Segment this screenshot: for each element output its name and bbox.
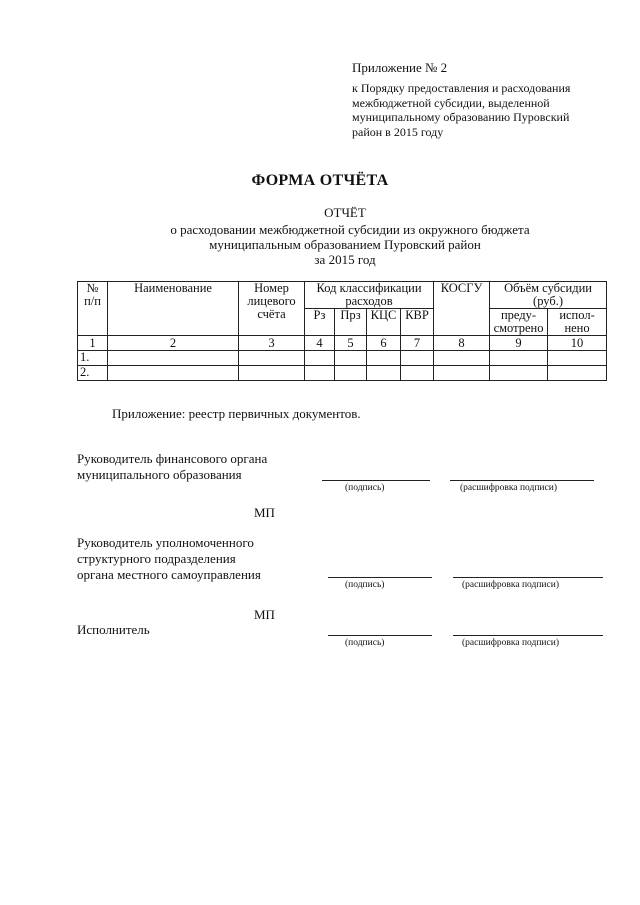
header-classification: Код классификации расходов xyxy=(305,282,434,309)
table-cell xyxy=(367,351,401,366)
attachment-note: Приложение: реестр первичных документов. xyxy=(112,406,361,421)
header-executed: испол- нено xyxy=(548,309,607,336)
signature-caption: (подпись) xyxy=(345,638,385,648)
column-number-row xyxy=(78,336,607,351)
column-number: 9 xyxy=(490,336,548,351)
table-cell xyxy=(401,366,434,381)
signature-label-finance-head: Руководитель финансового органа муниципального образования xyxy=(77,451,268,482)
report-line: муниципальным образованием Пуровский район xyxy=(209,237,481,252)
appendix-line: межбюджетной субсидии, выделенной xyxy=(352,95,550,110)
report-line: о расходовании межбюджетной субсидии из окружного бюджета xyxy=(170,222,530,237)
row-number: 1. xyxy=(78,351,108,366)
header-name: Наименование xyxy=(108,282,239,336)
table-cell xyxy=(367,366,401,381)
table-cell xyxy=(335,351,367,366)
table-cell xyxy=(335,366,367,381)
stamp-mark: МП xyxy=(254,505,275,520)
signature-line[interactable] xyxy=(328,577,432,578)
signature-label-executor: Исполнитель xyxy=(77,622,150,637)
column-number: 5 xyxy=(335,336,367,351)
header-prz: Прз xyxy=(335,309,367,336)
table-cell xyxy=(305,351,335,366)
appendix-reference xyxy=(352,81,612,139)
column-number: 10 xyxy=(548,336,607,351)
signature-caption: (подпись) xyxy=(345,483,385,493)
table-row xyxy=(78,366,607,381)
column-number: 8 xyxy=(434,336,490,351)
table-cell xyxy=(305,366,335,381)
header-kvr: КВР xyxy=(401,309,434,336)
report-line: за 2015 год xyxy=(314,252,376,267)
header-rz: Рз xyxy=(305,309,335,336)
table-cell xyxy=(239,366,305,381)
table-cell xyxy=(108,366,239,381)
table-cell xyxy=(239,351,305,366)
decode-line[interactable] xyxy=(453,577,603,578)
header-kosgu: КОСГУ xyxy=(434,282,490,336)
table-cell xyxy=(401,351,434,366)
signature-line[interactable] xyxy=(322,480,430,481)
form-title: ФОРМА ОТЧЁТА xyxy=(251,172,389,189)
decode-caption: (расшифровка подписи) xyxy=(462,638,559,648)
stamp-mark: МП xyxy=(254,607,275,622)
table-cell xyxy=(490,351,548,366)
header-no: № п/п xyxy=(78,282,108,336)
table-cell xyxy=(548,366,607,381)
report-table xyxy=(77,281,607,381)
header-account: Номер лицевого счёта xyxy=(239,282,305,336)
appendix-title: Приложение № 2 xyxy=(352,60,448,75)
column-number: 1 xyxy=(78,336,108,351)
header-row xyxy=(78,282,607,309)
appendix-line: к Порядку предоставления и расходования xyxy=(352,81,571,95)
table-cell xyxy=(108,351,239,366)
column-number: 6 xyxy=(367,336,401,351)
signature-line[interactable] xyxy=(328,635,432,636)
decode-line[interactable] xyxy=(450,480,594,481)
decode-line[interactable] xyxy=(453,635,603,636)
header-planned: преду- смотрено xyxy=(490,309,548,336)
column-number: 3 xyxy=(239,336,305,351)
table-cell xyxy=(434,351,490,366)
appendix-line: район в 2015 году xyxy=(352,124,444,139)
report-heading: ОТЧЁТ xyxy=(324,205,366,220)
table-cell xyxy=(434,366,490,381)
table-cell xyxy=(490,366,548,381)
header-kcs: КЦС xyxy=(367,309,401,336)
table-row xyxy=(78,351,607,366)
decode-caption: (расшифровка подписи) xyxy=(460,483,557,493)
table-cell xyxy=(548,351,607,366)
signature-caption: (подпись) xyxy=(345,580,385,590)
header-volume: Объём субсидии (руб.) xyxy=(490,282,607,309)
row-number: 2. xyxy=(78,366,108,381)
signature-label-authorized-unit-head: Руководитель уполномоченного структурного подразделения органа местного самоуправления xyxy=(77,535,261,582)
column-number: 2 xyxy=(108,336,239,351)
decode-caption: (расшифровка подписи) xyxy=(462,580,559,590)
column-number: 4 xyxy=(305,336,335,351)
appendix-line: муниципальному образованию Пуровский xyxy=(352,110,570,124)
column-number: 7 xyxy=(401,336,434,351)
